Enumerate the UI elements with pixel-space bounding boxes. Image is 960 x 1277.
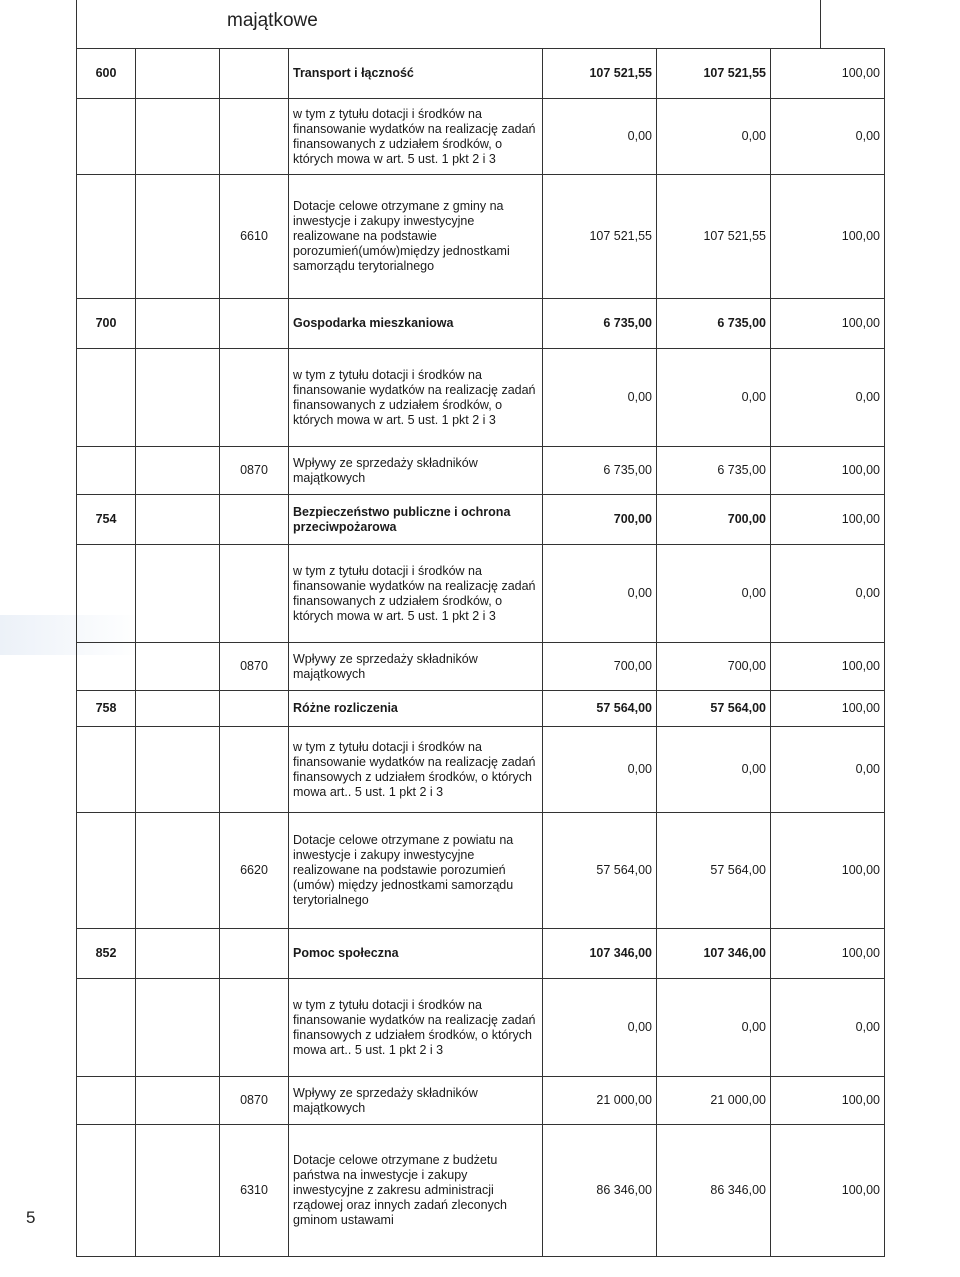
division-code: [77, 979, 136, 1077]
executed-amount: 0,00: [657, 979, 771, 1077]
planned-amount: 700,00: [543, 495, 657, 545]
division-code: [77, 643, 136, 691]
execution-percent: 100,00: [771, 929, 885, 979]
item-name: Dotacje celowe otrzymane z powiatu na inwestycje i zakupy inwestycyjne realizowane na podstawie porozumień (umów) między jednostkami samorządu terytorialnego: [289, 813, 543, 929]
item-name: Gospodarka mieszkaniowa: [289, 299, 543, 349]
division-code: [77, 545, 136, 643]
heading-row: [76, 0, 821, 48]
execution-percent: 100,00: [771, 495, 885, 545]
division-code: [77, 1077, 136, 1125]
planned-amount: 107 346,00: [543, 929, 657, 979]
execution-percent: 0,00: [771, 545, 885, 643]
paragraph-code: [220, 49, 289, 99]
planned-amount: 0,00: [543, 99, 657, 175]
execution-percent: 100,00: [771, 643, 885, 691]
executed-amount: 0,00: [657, 349, 771, 447]
chapter-code: [136, 1125, 220, 1257]
execution-percent: 0,00: [771, 349, 885, 447]
item-name: Wpływy ze sprzedaży składników majątkowych: [289, 643, 543, 691]
paragraph-code: [220, 349, 289, 447]
table-row: [77, 99, 885, 175]
execution-percent: 0,00: [771, 99, 885, 175]
chapter-code: [136, 929, 220, 979]
division-code: 700: [77, 299, 136, 349]
chapter-code: [136, 495, 220, 545]
item-name: Wpływy ze sprzedaży składników majątkowych: [289, 1077, 543, 1125]
item-name: w tym z tytułu dotacji i środków na finansowanie wydatków na realizację zadań finansowanych z udziałem środków, o których mowa w art. 5 ust. 1 pkt 2 i 3: [289, 349, 543, 447]
executed-amount: 0,00: [657, 99, 771, 175]
division-code: [77, 727, 136, 813]
paragraph-code: [220, 99, 289, 175]
execution-percent: 100,00: [771, 175, 885, 299]
executed-amount: 6 735,00: [657, 299, 771, 349]
executed-amount: 21 000,00: [657, 1077, 771, 1125]
table-row: [77, 691, 885, 727]
item-name: w tym z tytułu dotacji i środków na finansowanie wydatków na realizację zadań finansowanych z udziałem środków, o których mowa w art. 5 ust. 1 pkt 2 i 3: [289, 99, 543, 175]
chapter-code: [136, 99, 220, 175]
execution-percent: 100,00: [771, 1077, 885, 1125]
item-name: Pomoc społeczna: [289, 929, 543, 979]
planned-amount: 57 564,00: [543, 813, 657, 929]
executed-amount: 57 564,00: [657, 691, 771, 727]
executed-amount: 6 735,00: [657, 447, 771, 495]
table-row: [77, 545, 885, 643]
execution-percent: 0,00: [771, 979, 885, 1077]
planned-amount: 57 564,00: [543, 691, 657, 727]
page-number: 5: [26, 1208, 36, 1227]
division-code: 600: [77, 49, 136, 99]
table-row: [77, 175, 885, 299]
planned-amount: 0,00: [543, 727, 657, 813]
item-name: Bezpieczeństwo publiczne i ochrona przeciwpożarowa: [289, 495, 543, 545]
executed-amount: 107 521,55: [657, 175, 771, 299]
executed-amount: 107 346,00: [657, 929, 771, 979]
paragraph-code: [220, 727, 289, 813]
planned-amount: 107 521,55: [543, 49, 657, 99]
planned-amount: 6 735,00: [543, 447, 657, 495]
execution-percent: 100,00: [771, 299, 885, 349]
chapter-code: [136, 1077, 220, 1125]
paragraph-code: 6620: [220, 813, 289, 929]
paragraph-code: 6610: [220, 175, 289, 299]
execution-percent: 100,00: [771, 813, 885, 929]
executed-amount: 0,00: [657, 545, 771, 643]
planned-amount: 86 346,00: [543, 1125, 657, 1257]
table-row: [77, 49, 885, 99]
table-row: [77, 349, 885, 447]
chapter-code: [136, 979, 220, 1077]
item-name: w tym z tytułu dotacji i środków na finansowanie wydatków na realizację zadań finansowych z udziałem środków, o których mowa art.. 5 ust. 1 pkt 2 i 3: [289, 979, 543, 1077]
division-code: 754: [77, 495, 136, 545]
chapter-code: [136, 349, 220, 447]
chapter-code: [136, 727, 220, 813]
planned-amount: 21 000,00: [543, 1077, 657, 1125]
table-row: [77, 929, 885, 979]
paragraph-code: [220, 979, 289, 1077]
division-code: [77, 99, 136, 175]
executed-amount: 700,00: [657, 643, 771, 691]
planned-amount: 0,00: [543, 349, 657, 447]
planned-amount: 6 735,00: [543, 299, 657, 349]
division-code: [77, 1125, 136, 1257]
item-name: Różne rozliczenia: [289, 691, 543, 727]
execution-percent: 0,00: [771, 727, 885, 813]
paragraph-code: [220, 299, 289, 349]
division-code: 852: [77, 929, 136, 979]
item-name: w tym z tytułu dotacji i środków na finansowanie wydatków na realizację zadań finansowanych z udziałem środków, o których mowa w art. 5 ust. 1 pkt 2 i 3: [289, 545, 543, 643]
item-name: w tym z tytułu dotacji i środków na finansowanie wydatków na realizację zadań finansowych z udziałem środków, o których mowa art.. 5 ust. 1 pkt 2 i 3: [289, 727, 543, 813]
division-code: 758: [77, 691, 136, 727]
item-name: Dotacje celowe otrzymane z gminy na inwestycje i zakupy inwestycyjne realizowane na podstawie porozumień(umów)między jednostkami samorządu terytorialnego: [289, 175, 543, 299]
paragraph-code: [220, 545, 289, 643]
chapter-code: [136, 175, 220, 299]
division-code: [77, 349, 136, 447]
paragraph-code: [220, 495, 289, 545]
chapter-code: [136, 545, 220, 643]
chapter-code: [136, 299, 220, 349]
execution-percent: 100,00: [771, 49, 885, 99]
table-row: [77, 447, 885, 495]
executed-amount: 700,00: [657, 495, 771, 545]
execution-percent: 100,00: [771, 691, 885, 727]
paragraph-code: [220, 691, 289, 727]
paragraph-code: 0870: [220, 447, 289, 495]
executed-amount: 0,00: [657, 727, 771, 813]
chapter-code: [136, 813, 220, 929]
planned-amount: 107 521,55: [543, 175, 657, 299]
table-row: [77, 1125, 885, 1257]
paragraph-code: 6310: [220, 1125, 289, 1257]
division-code: [77, 813, 136, 929]
item-name: Transport i łączność: [289, 49, 543, 99]
paragraph-code: 0870: [220, 1077, 289, 1125]
item-name: Dotacje celowe otrzymane z budżetu państwa na inwestycje i zakupy inwestycyjne z zakresu administracji rządowej oraz innych zadań zleconych gminom ustawami: [289, 1125, 543, 1257]
budget-table-body: [77, 49, 885, 1257]
paragraph-code: 0870: [220, 643, 289, 691]
table-row: [77, 495, 885, 545]
execution-percent: 100,00: [771, 1125, 885, 1257]
executed-amount: 107 521,55: [657, 49, 771, 99]
planned-amount: 700,00: [543, 643, 657, 691]
division-code: [77, 447, 136, 495]
table-row: [77, 727, 885, 813]
planned-amount: 0,00: [543, 545, 657, 643]
table-row: [77, 1077, 885, 1125]
chapter-code: [136, 691, 220, 727]
planned-amount: 0,00: [543, 979, 657, 1077]
table-row: [77, 813, 885, 929]
chapter-code: [136, 49, 220, 99]
table-row: [77, 299, 885, 349]
table-row: [77, 979, 885, 1077]
section-heading: majątkowe: [227, 10, 318, 31]
executed-amount: 57 564,00: [657, 813, 771, 929]
chapter-code: [136, 447, 220, 495]
table-row: [77, 643, 885, 691]
item-name: Wpływy ze sprzedaży składników majątkowych: [289, 447, 543, 495]
chapter-code: [136, 643, 220, 691]
executed-amount: 86 346,00: [657, 1125, 771, 1257]
paragraph-code: [220, 929, 289, 979]
execution-percent: 100,00: [771, 447, 885, 495]
budget-table: [76, 48, 885, 1257]
division-code: [77, 175, 136, 299]
